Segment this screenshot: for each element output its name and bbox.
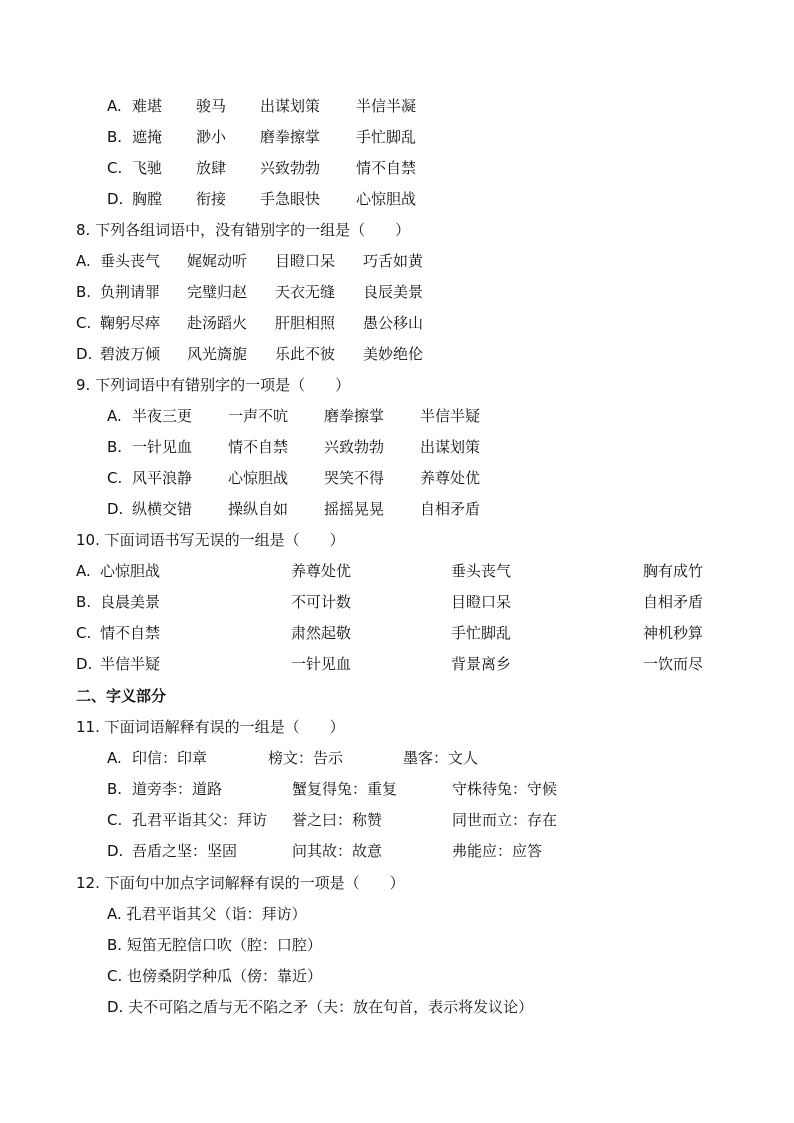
word: 心惊胆战: [356, 190, 417, 208]
definition: 榜文：告示: [268, 749, 344, 767]
word: 磨拳擦掌: [260, 128, 321, 146]
word: 负荆请罪: [100, 283, 161, 301]
option-label: B.: [107, 438, 123, 456]
word: 垂头丧气: [100, 252, 161, 270]
option-label: D.: [76, 345, 93, 363]
word: 难堪: [132, 97, 163, 115]
word: 半信半凝: [356, 97, 417, 115]
option-label: B.: [76, 283, 92, 301]
q8-stem: 8. 下列各组词语中，没有错别字的一组是（ ）: [76, 221, 411, 239]
word: 放肆: [196, 159, 227, 177]
q9-stem: 9. 下列词语中有错别字的一项是（ ）: [76, 376, 351, 394]
definition: 问其故：故意: [292, 842, 383, 860]
definition: 孔君平诣其父：拜访: [132, 811, 268, 829]
q12-option-a: A. 孔君平诣其父（诣：拜访）: [107, 905, 307, 923]
option-label: C.: [107, 469, 123, 487]
word: 风平浪静: [132, 469, 193, 487]
option-label: D.: [107, 842, 124, 860]
word: 兴致勃勃: [260, 159, 321, 177]
option-label: A.: [76, 562, 91, 580]
word: 肃然起敬: [291, 624, 352, 642]
option-label: D.: [76, 655, 93, 673]
word: 风光旖旎: [187, 345, 248, 363]
option-label: A.: [107, 407, 122, 425]
word: 一针见血: [132, 438, 193, 456]
option-label: D.: [107, 500, 124, 518]
word: 手急眼快: [260, 190, 321, 208]
word: 一声不吭: [228, 407, 289, 425]
section-title: 二、字义部分: [76, 687, 167, 705]
word: 情不自禁: [100, 624, 161, 642]
definition: 弗能应：应答: [452, 842, 543, 860]
option-label: D.: [107, 190, 124, 208]
word: 天衣无缝: [275, 283, 336, 301]
option-label: B.: [107, 780, 123, 798]
word: 纵横交错: [132, 500, 193, 518]
word: 目瞪口呆: [451, 593, 512, 611]
word: 出谋划策: [420, 438, 481, 456]
word: 胸膛: [132, 190, 163, 208]
word: 胸有成竹: [643, 562, 704, 580]
word: 赴汤蹈火: [187, 314, 248, 332]
option-label: A.: [76, 252, 91, 270]
option-label: B.: [107, 128, 123, 146]
option-label: C.: [107, 811, 123, 829]
definition: 印信：印章: [132, 749, 208, 767]
word: 心惊胆战: [228, 469, 289, 487]
q10-stem: 10. 下面词语书写无误的一组是（ ）: [76, 531, 345, 549]
word: 娓娓动听: [187, 252, 248, 270]
option-label: C.: [107, 159, 123, 177]
word: 巧舌如黄: [363, 252, 424, 270]
word: 肝胆相照: [275, 314, 336, 332]
word: 良晨美景: [100, 593, 161, 611]
word: 一针见血: [291, 655, 352, 673]
option-label: A.: [107, 749, 122, 767]
word: 半信半疑: [420, 407, 481, 425]
definition: 道旁李：道路: [132, 780, 223, 798]
word: 背景离乡: [451, 655, 512, 673]
word: 愚公移山: [363, 314, 424, 332]
word: 情不自禁: [356, 159, 417, 177]
word: 手忙脚乱: [356, 128, 417, 146]
word: 自相矛盾: [420, 500, 481, 518]
q12-option-b: B. 短笛无腔信口吹（腔：口腔）: [107, 936, 322, 954]
option-label: C.: [76, 624, 92, 642]
q12-stem: 12. 下面句中加点字词解释有误的一项是（ ）: [76, 874, 405, 892]
word: 遮掩: [132, 128, 163, 146]
word: 碧波万倾: [100, 345, 161, 363]
word: 半信半疑: [100, 655, 161, 673]
q12-option-c: C. 也傍桑阴学种瓜（傍：靠近）: [107, 967, 323, 985]
word: 养尊处优: [291, 562, 352, 580]
definition: 蟹复得兔：重复: [292, 780, 398, 798]
word: 哭笑不得: [324, 469, 385, 487]
word: 不可计数: [291, 593, 352, 611]
option-label: A.: [107, 97, 122, 115]
definition: 吾盾之坚：坚固: [132, 842, 238, 860]
word: 自相矛盾: [643, 593, 704, 611]
definition: 守株待兔：守候: [452, 780, 558, 798]
word: 摇摇晃晃: [324, 500, 385, 518]
word: 渺小: [196, 128, 227, 146]
word: 出谋划策: [260, 97, 321, 115]
word: 乐此不彼: [275, 345, 336, 363]
option-label: B.: [76, 593, 92, 611]
word: 操纵自如: [228, 500, 289, 518]
definition: 誉之曰：称赞: [292, 811, 383, 829]
q12-option-d: D. 夫不可陷之盾与无不陷之矛（夫：放在句首，表示将发议论）: [107, 998, 534, 1016]
word: 养尊处优: [420, 469, 481, 487]
word: 一饮而尽: [643, 655, 704, 673]
word: 半夜三更: [132, 407, 193, 425]
word: 垂头丧气: [451, 562, 512, 580]
word: 完璧归赵: [187, 283, 248, 301]
definition: 同世而立：存在: [452, 811, 558, 829]
word: 神机秒算: [643, 624, 704, 642]
word: 兴致勃勃: [324, 438, 385, 456]
definition: 墨客：文人: [403, 749, 479, 767]
word: 手忙脚乱: [451, 624, 512, 642]
word: 心惊胆战: [100, 562, 161, 580]
word: 良辰美景: [363, 283, 424, 301]
word: 目瞪口呆: [275, 252, 336, 270]
word: 情不自禁: [228, 438, 289, 456]
word: 飞驰: [132, 159, 163, 177]
word: 美妙绝伦: [363, 345, 424, 363]
word: 磨拳擦掌: [324, 407, 385, 425]
word: 鞠躬尽瘁: [100, 314, 161, 332]
q11-stem: 11. 下面词语解释有误的一组是（ ）: [76, 718, 345, 736]
word: 衔接: [196, 190, 227, 208]
option-label: C.: [76, 314, 92, 332]
word: 骏马: [196, 97, 227, 115]
